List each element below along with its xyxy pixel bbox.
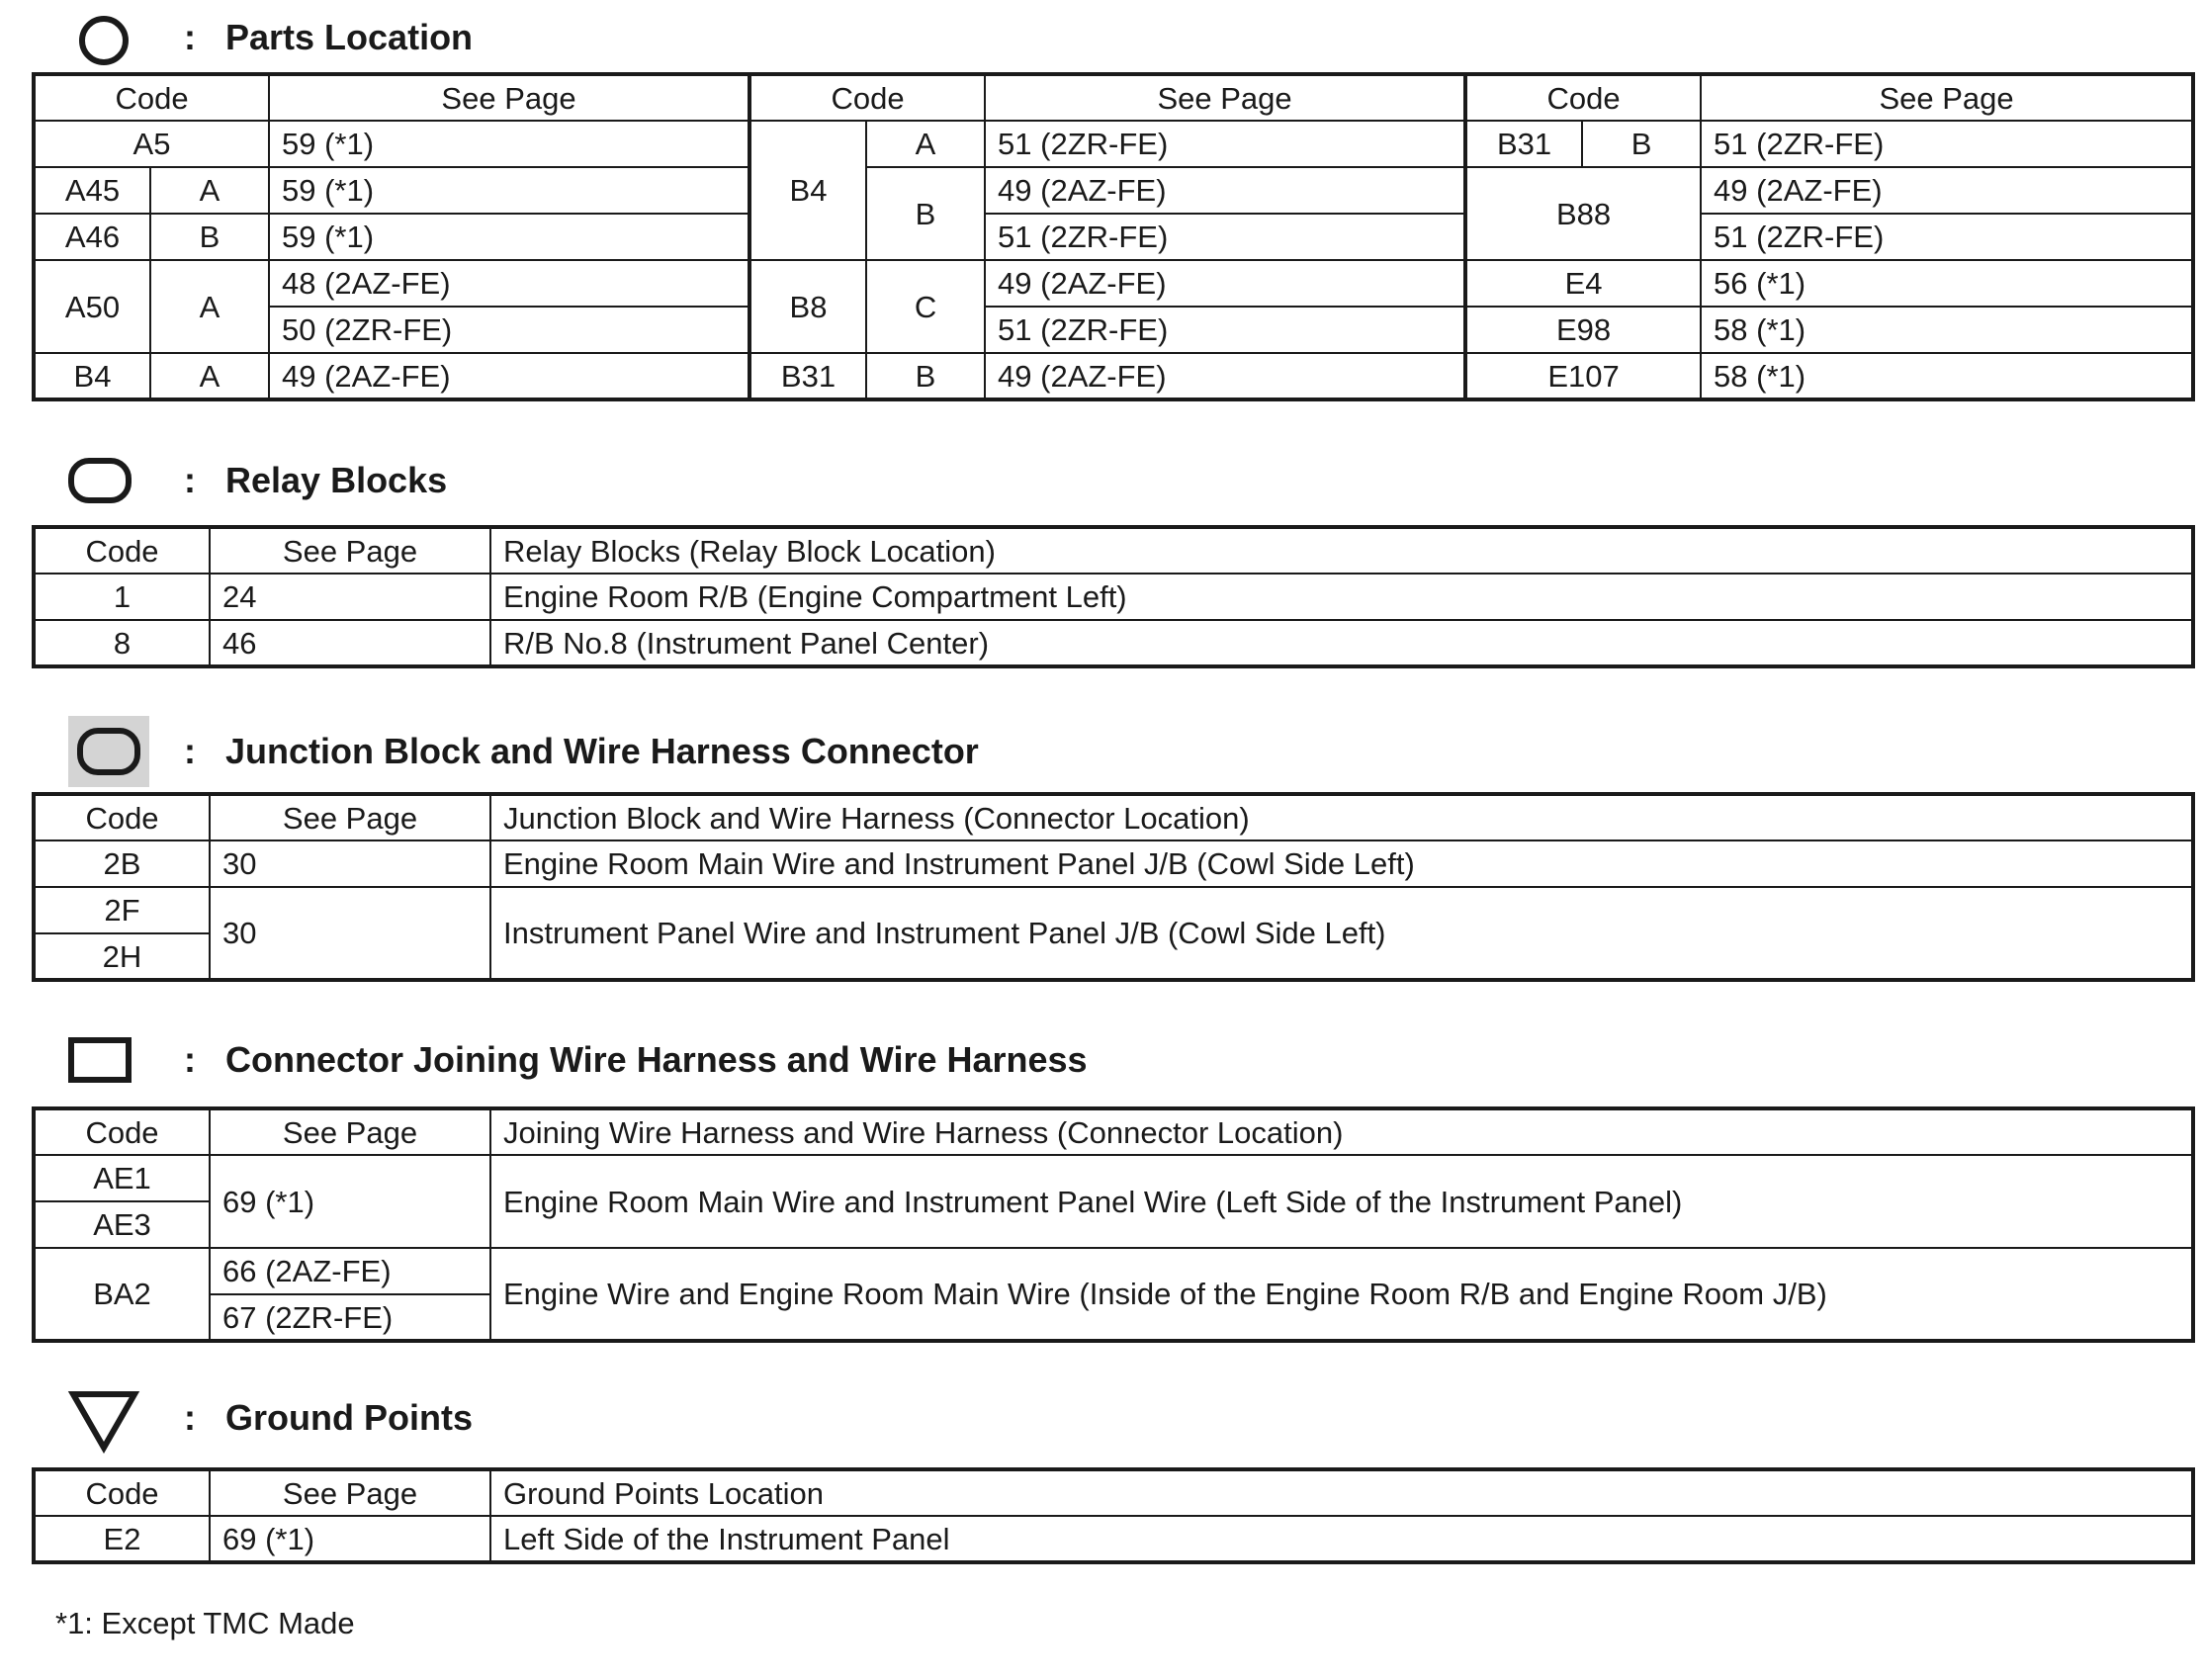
header-location: Joining Wire Harness and Wire Harness (Connector Location) bbox=[490, 1108, 2193, 1155]
section-colon: : bbox=[184, 731, 196, 771]
table-row bbox=[34, 887, 2193, 933]
page-cell: 48 (2AZ-FE) bbox=[269, 260, 749, 307]
header-code: Code bbox=[34, 1469, 210, 1516]
page-cell: 66 (2AZ-FE) bbox=[210, 1248, 490, 1294]
page-cell: 59 (*1) bbox=[269, 167, 749, 214]
table-row bbox=[34, 307, 2193, 353]
sub-code-cell: B bbox=[150, 214, 269, 260]
section-title-ground-points: Ground Points bbox=[225, 1397, 473, 1438]
code-cell: AE1 bbox=[34, 1155, 210, 1201]
page-cell: 49 (2AZ-FE) bbox=[1701, 167, 2193, 214]
header-see-page: See Page bbox=[985, 74, 1465, 121]
ground-points-table bbox=[32, 1467, 2195, 1564]
page-cell: 69 (*1) bbox=[210, 1516, 490, 1562]
header-see-page: See Page bbox=[210, 527, 490, 574]
circle-icon bbox=[77, 14, 131, 67]
junction-block-table bbox=[32, 792, 2195, 982]
location-cell: Engine Room R/B (Engine Compartment Left) bbox=[490, 574, 2193, 620]
page-cell: 49 (2AZ-FE) bbox=[985, 353, 1465, 399]
footnote: *1: Except TMC Made bbox=[55, 1606, 355, 1640]
section-title-relay-blocks: Relay Blocks bbox=[225, 460, 448, 500]
header-code: Code bbox=[34, 1108, 210, 1155]
header-location: Junction Block and Wire Harness (Connector Location) bbox=[490, 794, 2193, 840]
header-location: Relay Blocks (Relay Block Location) bbox=[490, 527, 2193, 574]
sub-code-cell: A bbox=[150, 353, 269, 399]
header-see-page: See Page bbox=[1701, 74, 2193, 121]
header-see-page: See Page bbox=[210, 794, 490, 840]
table-header-row bbox=[34, 1108, 2193, 1155]
rounded-rectangle-icon bbox=[67, 457, 132, 504]
code-cell: B31 bbox=[749, 353, 866, 399]
code-cell: B8 bbox=[749, 260, 866, 353]
page-cell: 58 (*1) bbox=[1701, 353, 2193, 399]
location-cell: Left Side of the Instrument Panel bbox=[490, 1516, 2193, 1562]
page-cell: 56 (*1) bbox=[1701, 260, 2193, 307]
page-cell: 51 (2ZR-FE) bbox=[985, 214, 1465, 260]
sub-code-cell: A bbox=[866, 121, 985, 167]
table-header-row bbox=[34, 527, 2193, 574]
table-row bbox=[34, 167, 2193, 214]
down-triangle-icon bbox=[67, 1388, 140, 1454]
section-header-parts-location bbox=[0, 10, 2202, 69]
page-cell: 51 (2ZR-FE) bbox=[1701, 121, 2193, 167]
table-row bbox=[34, 214, 2193, 260]
table-row bbox=[34, 260, 2193, 307]
header-see-page: See Page bbox=[210, 1108, 490, 1155]
square-icon bbox=[67, 1036, 132, 1084]
code-cell: B4 bbox=[34, 353, 150, 399]
table-row bbox=[34, 1248, 2193, 1294]
page-cell: 30 bbox=[210, 887, 490, 980]
section-title-junction-block: Junction Block and Wire Harness Connector bbox=[225, 731, 979, 771]
page-cell: 58 (*1) bbox=[1701, 307, 2193, 353]
page-cell: 69 (*1) bbox=[210, 1155, 490, 1248]
header-code: Code bbox=[34, 527, 210, 574]
code-cell: E107 bbox=[1465, 353, 1701, 399]
page-cell: 30 bbox=[210, 840, 490, 887]
sub-code-cell: A bbox=[150, 167, 269, 214]
location-cell: Instrument Panel Wire and Instrument Panel J/B (Cowl Side Left) bbox=[490, 887, 2193, 980]
code-cell: AE3 bbox=[34, 1201, 210, 1248]
page-cell: 59 (*1) bbox=[269, 214, 749, 260]
table-row bbox=[34, 840, 2193, 887]
table-row bbox=[34, 353, 2193, 399]
code-cell: E2 bbox=[34, 1516, 210, 1562]
sub-code-cell: C bbox=[866, 260, 985, 353]
page-cell: 51 (2ZR-FE) bbox=[985, 121, 1465, 167]
page-cell: 51 (2ZR-FE) bbox=[985, 307, 1465, 353]
page-cell: 24 bbox=[210, 574, 490, 620]
table-row bbox=[34, 1516, 2193, 1562]
code-cell: B4 bbox=[749, 121, 866, 260]
connector-joining-table bbox=[32, 1106, 2195, 1343]
rounded-rectangle-icon bbox=[76, 727, 141, 776]
location-cell: Engine Room Main Wire and Instrument Panel Wire (Left Side of the Instrument Panel) bbox=[490, 1155, 2193, 1248]
header-code: Code bbox=[34, 794, 210, 840]
code-cell: A50 bbox=[34, 260, 150, 353]
code-cell: A46 bbox=[34, 214, 150, 260]
sub-code-cell: B bbox=[866, 167, 985, 260]
page-cell: 49 (2AZ-FE) bbox=[985, 167, 1465, 214]
code-cell: 2B bbox=[34, 840, 210, 887]
header-code: Code bbox=[34, 74, 269, 121]
page-cell: 49 (2AZ-FE) bbox=[269, 353, 749, 399]
code-cell: 2H bbox=[34, 933, 210, 980]
code-cell: A5 bbox=[34, 121, 269, 167]
header-code: Code bbox=[749, 74, 985, 121]
sub-code-cell: B bbox=[866, 353, 985, 399]
page-cell: 59 (*1) bbox=[269, 121, 749, 167]
location-cell: R/B No.8 (Instrument Panel Center) bbox=[490, 620, 2193, 666]
location-cell: Engine Room Main Wire and Instrument Panel J/B (Cowl Side Left) bbox=[490, 840, 2193, 887]
table-header-row bbox=[34, 1469, 2193, 1516]
code-cell: B31 bbox=[1465, 121, 1582, 167]
section-title-parts-location: Parts Location bbox=[225, 17, 474, 57]
code-cell: BA2 bbox=[34, 1248, 210, 1341]
table-header-row bbox=[34, 794, 2193, 840]
page-cell: 46 bbox=[210, 620, 490, 666]
header-code: Code bbox=[1465, 74, 1701, 121]
table-row bbox=[34, 574, 2193, 620]
header-see-page: See Page bbox=[269, 74, 749, 121]
section-header-connector-joining bbox=[0, 1030, 2202, 1090]
code-cell: A45 bbox=[34, 167, 150, 214]
sub-code-cell: B bbox=[1582, 121, 1701, 167]
code-cell: E4 bbox=[1465, 260, 1701, 307]
page-cell: 51 (2ZR-FE) bbox=[1701, 214, 2193, 260]
code-cell: E98 bbox=[1465, 307, 1701, 353]
table-row bbox=[34, 620, 2193, 666]
section-header-ground-points bbox=[0, 1388, 2202, 1448]
table-header-row bbox=[34, 74, 2193, 121]
code-cell: 1 bbox=[34, 574, 210, 620]
section-title-connector-joining: Connector Joining Wire Harness and Wire Harness bbox=[225, 1039, 1088, 1080]
code-cell: 8 bbox=[34, 620, 210, 666]
page-cell: 49 (2AZ-FE) bbox=[985, 260, 1465, 307]
relay-blocks-table bbox=[32, 525, 2195, 668]
parts-location-table bbox=[32, 72, 2195, 401]
section-header-junction-block bbox=[0, 716, 2202, 775]
code-cell: B88 bbox=[1465, 167, 1701, 260]
section-header-relay-blocks bbox=[0, 451, 2202, 510]
table-row bbox=[34, 121, 2193, 167]
code-cell: 2F bbox=[34, 887, 210, 933]
section-colon: : bbox=[184, 1397, 196, 1438]
sub-code-cell: A bbox=[150, 260, 269, 353]
section-colon: : bbox=[184, 1039, 196, 1080]
page-cell: 50 (2ZR-FE) bbox=[269, 307, 749, 353]
table-row bbox=[34, 1155, 2193, 1201]
page-cell: 67 (2ZR-FE) bbox=[210, 1294, 490, 1341]
section-colon: : bbox=[184, 17, 196, 57]
header-see-page: See Page bbox=[210, 1469, 490, 1516]
location-cell: Engine Wire and Engine Room Main Wire (Inside of the Engine Room R/B and Engine Room J/B) bbox=[490, 1248, 2193, 1341]
header-location: Ground Points Location bbox=[490, 1469, 2193, 1516]
section-colon: : bbox=[184, 460, 196, 500]
